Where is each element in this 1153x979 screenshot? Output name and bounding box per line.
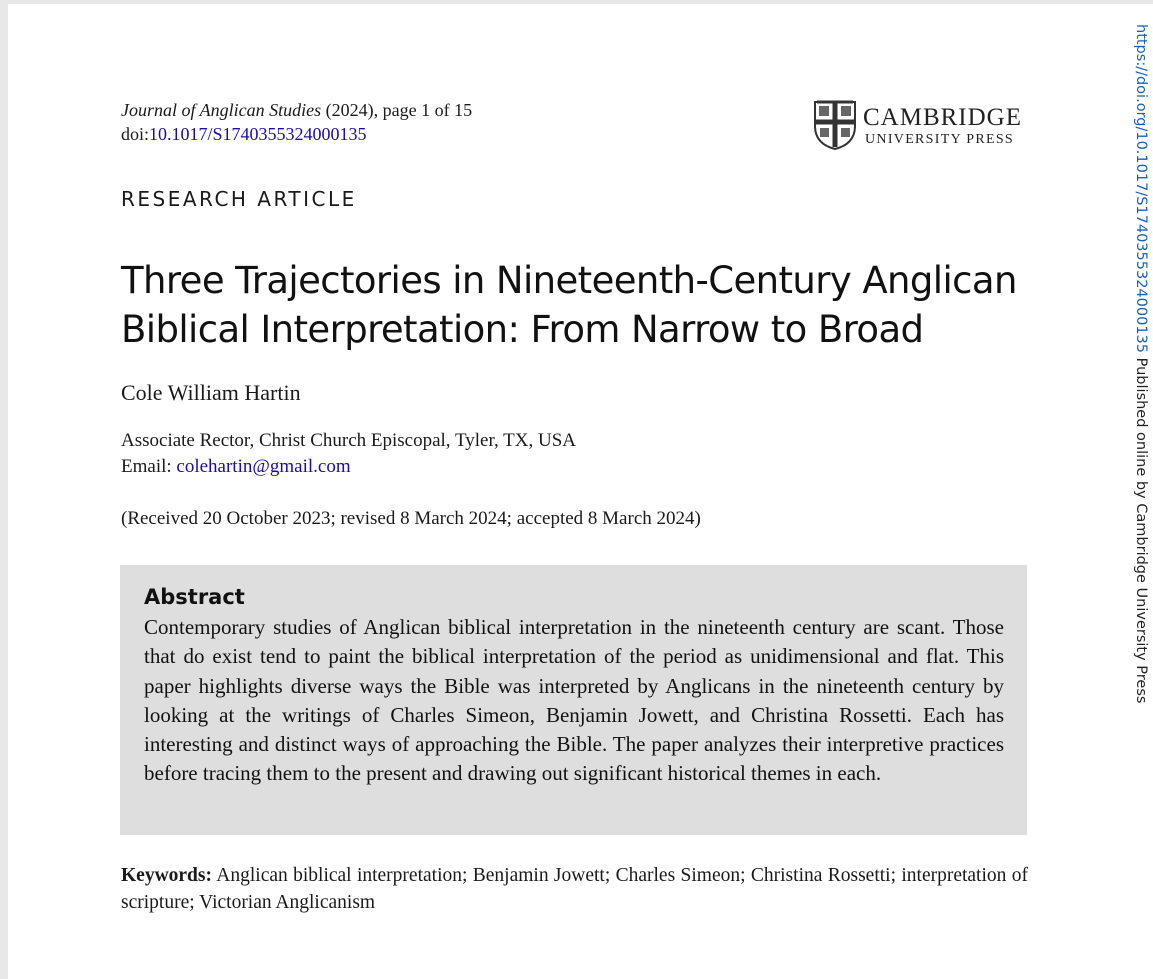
paper-page [8,4,1153,979]
author-name: Cole William Hartin [121,380,301,405]
affiliation: Associate Rector, Christ Church Episcopal, Tyler, TX, USA [121,430,577,451]
logo-line1: CAMBRIDGE [863,104,1023,131]
journal-name: Journal of Anglican Studies [121,100,322,120]
title-line2: Biblical Interpretation: From Narrow to Broad [121,308,924,351]
email-link[interactable]: colehartin@gmail.com [176,456,351,477]
keywords [121,862,1028,916]
cambridge-logo [813,100,1028,152]
author-affiliation-block [121,428,576,480]
doi-link[interactable]: 10.1017/S1740355324000135 [149,124,367,144]
email-label: Email: [121,456,177,477]
journal-citation [121,98,472,146]
side-published-text: Published online by Cambridge University Press [1133,353,1149,704]
abstract-box [120,565,1027,835]
abstract-heading: Abstract [144,585,245,609]
title-line1: Three Trajectories in Nineteenth-Century Anglican [121,259,1017,302]
keywords-label: Keywords: [121,865,212,886]
logo-line2: UNIVERSITY PRESS [865,132,1015,147]
received-dates: (Received 20 October 2023; revised 8 March 2024; accepted 8 March 2024) [121,508,701,529]
abstract-text: Contemporary studies of Anglican biblical interpretation in the nineteenth century are scant. Those that do exist tend to paint the biblical interpretation of the period as unidimensional and flat. This paper highlights diverse ways the Bible was interpreted by Anglicans in the nineteenth century by looking at the writings of Charles Simeon, Benjamin Jowett, and Christina Rossetti. Each has interesting and distinct ways of approaching the Bible. The paper analyzes their interpretive practices before tracing them to the present and drawing out significant historical themes in each. [144,615,1004,786]
side-publication-note [1133,24,1149,703]
article-title [121,256,1026,354]
side-doi-link[interactable]: https://doi.org/10.1017/S1740355324000135 [1133,24,1149,354]
article-type: RESEARCH ARTICLE [121,187,357,211]
journal-issue: (2024), page 1 of 15 [321,100,473,120]
keywords-text: Anglican biblical interpretation; Benjamin Jowett; Charles Simeon; Christina Rossetti; interpretation of scripture; Victorian Anglicanism [121,865,1028,913]
doi-prefix: doi: [121,124,150,144]
crest-icon [813,100,857,150]
